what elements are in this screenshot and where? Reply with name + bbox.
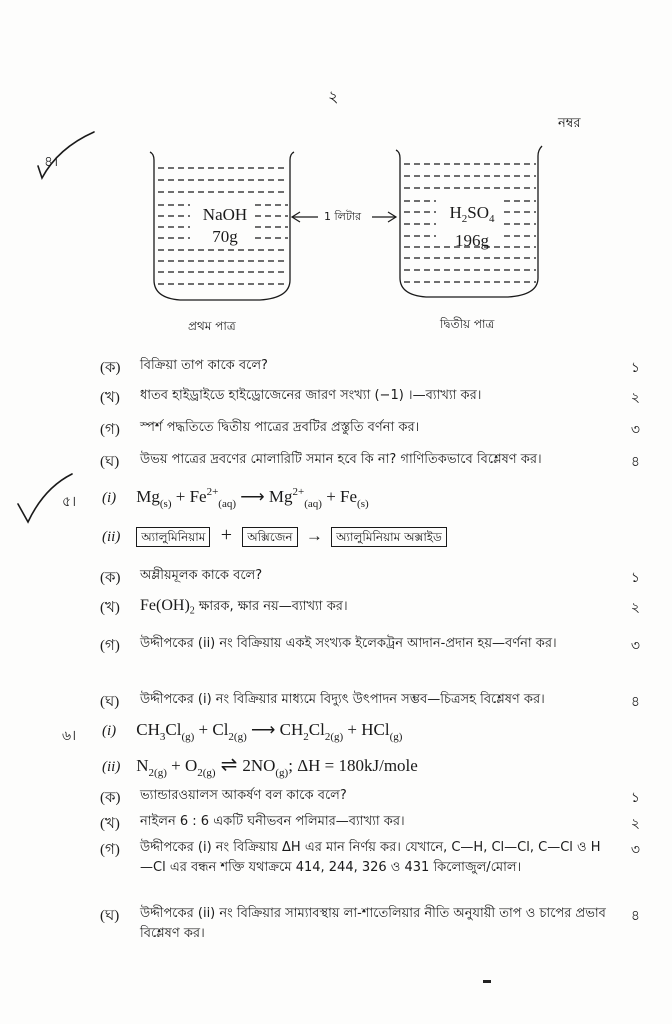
beaker-2-solute: $H_2SO_4$ [449, 203, 495, 225]
q6-equation-1: (i) $CH_3Cl_{(g)} + Cl_{2(g)}$ ⟶ $CH_2Cl_{2(g)} + HCl_{(g)}$ [102, 720, 403, 743]
volume-label: 1 লিটার [324, 210, 362, 223]
q4-part-ga: (গ) স্পর্শ পদ্ধতিতে দ্বিতীয় পাত্রের দ্রবটির প্রস্তুতি বর্ণনা কর। ৩ [100, 420, 640, 438]
reaction-arrow-icon: → [305, 526, 323, 545]
q5-part-kha: (খ) $Fe(OH)_2$ ক্ষারক, ক্ষার নয়—ব্যাখ্যা কর। ২ [100, 597, 640, 617]
beaker-1-solute: NaOH [202, 205, 248, 224]
q6-equation-2: (ii) $N_{2(g)} + O_{2(g)}$ ⇌ $2NO_{(g)}$; ΔH = 180kJ/mole [102, 754, 418, 779]
box-aluminium-oxide: অ্যালুমিনিয়াম অক্সাইড [331, 527, 447, 547]
q6-part-kha: (খ) নাইলন 6 : 6 একটি ঘনীভবন পলিমার—ব্যাখ্যা কর। ২ [100, 814, 640, 832]
q5-part-ka: (ক) অম্লীয়মূলক কাকে বলে? ১ [100, 568, 640, 586]
reaction-arrow-icon: ⟶ [240, 487, 265, 506]
beaker-1-caption: প্রথম পাত্র [188, 319, 236, 333]
equilibrium-arrow-icon: ⇌ [215, 754, 243, 776]
beaker-2-mass: 196g [455, 231, 489, 250]
q4-part-gha: (ঘ) উভয় পাত্রের দ্রবণের মোলারিটি সমান হবে কি না? গাণিতিকভাবে বিশ্লেষণ কর। ৪ [100, 452, 640, 470]
checkmark-icon [30, 128, 100, 188]
plus-sign: + [220, 524, 232, 546]
q6-part-ka: (ক) ভ্যান্ডারওয়ালস আকর্ষণ বল কাকে বলে? ১ [100, 788, 640, 806]
page-number: ২ [328, 87, 339, 106]
q5-equation-1: (i) $Mg_{(s)} + Fe^{2+}_{(aq)}$ ⟶ $Mg^{2+}_{(aq)} + Fe_{(s)}$ [102, 486, 369, 510]
beaker-2-caption: দ্বিতীয় পাত্র [440, 317, 495, 331]
box-oxygen: অক্সিজেন [242, 527, 297, 547]
q6-part-ga: (গ) উদ্দীপকের (i) নং বিক্রিয়ায় ΔH এর মান নির্ণয় কর। যেখানে, C—H, Cl—Cl, C—Cl ও H—Cl এর বন্ধন শক্তি যথাক্রমে 414, 244, 326 ও 431 কিলোজুল/মোল। ৩ [100, 840, 640, 875]
marks-column-header: নম্বর [558, 116, 581, 131]
q4-part-kha: (খ) ধাতব হাইড্রাইডে হাইড্রোজেনের জারণ সংখ্যা (−1) ।—ব্যাখ্যা কর। ২ [100, 388, 640, 406]
box-aluminium: অ্যালুমিনিয়াম [136, 527, 210, 547]
scan-mark [483, 980, 491, 983]
reaction-arrow-icon: ⟶ [246, 720, 280, 739]
question-number-6: ৬। [62, 728, 77, 744]
question-number-5: ৫। [62, 494, 77, 510]
beaker-2-contents [437, 202, 507, 252]
question-number-4: ৪। [44, 154, 59, 170]
q5-equation-2: (ii) অ্যালুমিনিয়াম + অক্সিজেন → অ্যালুমিনিয়াম অক্সাইড [102, 524, 447, 547]
q6-part-gha: (ঘ) উদ্দীপকের (ii) নং বিক্রিয়ার সাম্যাবস্থায় লা-শাতেলিয়ার নীতি অনুযায়ী তাপ ও চাপের প্রভাব বিশ্লেষণ কর। ৪ [100, 906, 640, 941]
beaker-1-contents [190, 204, 260, 248]
q4-part-ka: (ক) বিক্রিয়া তাপ কাকে বলে? ১ [100, 358, 640, 376]
beaker-1-mass: 70g [212, 227, 238, 246]
q5-part-ga: (গ) উদ্দীপকের (ii) নং বিক্রিয়ায় একই সংখ্যক ইলেকট্রন আদান-প্রদান হয়—বর্ণনা কর। ৩ [100, 636, 640, 654]
q5-part-gha: (ঘ) উদ্দীপকের (i) নং বিক্রিয়ার মাধ্যমে বিদ্যুৎ উৎপাদন সম্ভব—চিত্রসহ বিশ্লেষণ কর। ৪ [100, 692, 640, 710]
